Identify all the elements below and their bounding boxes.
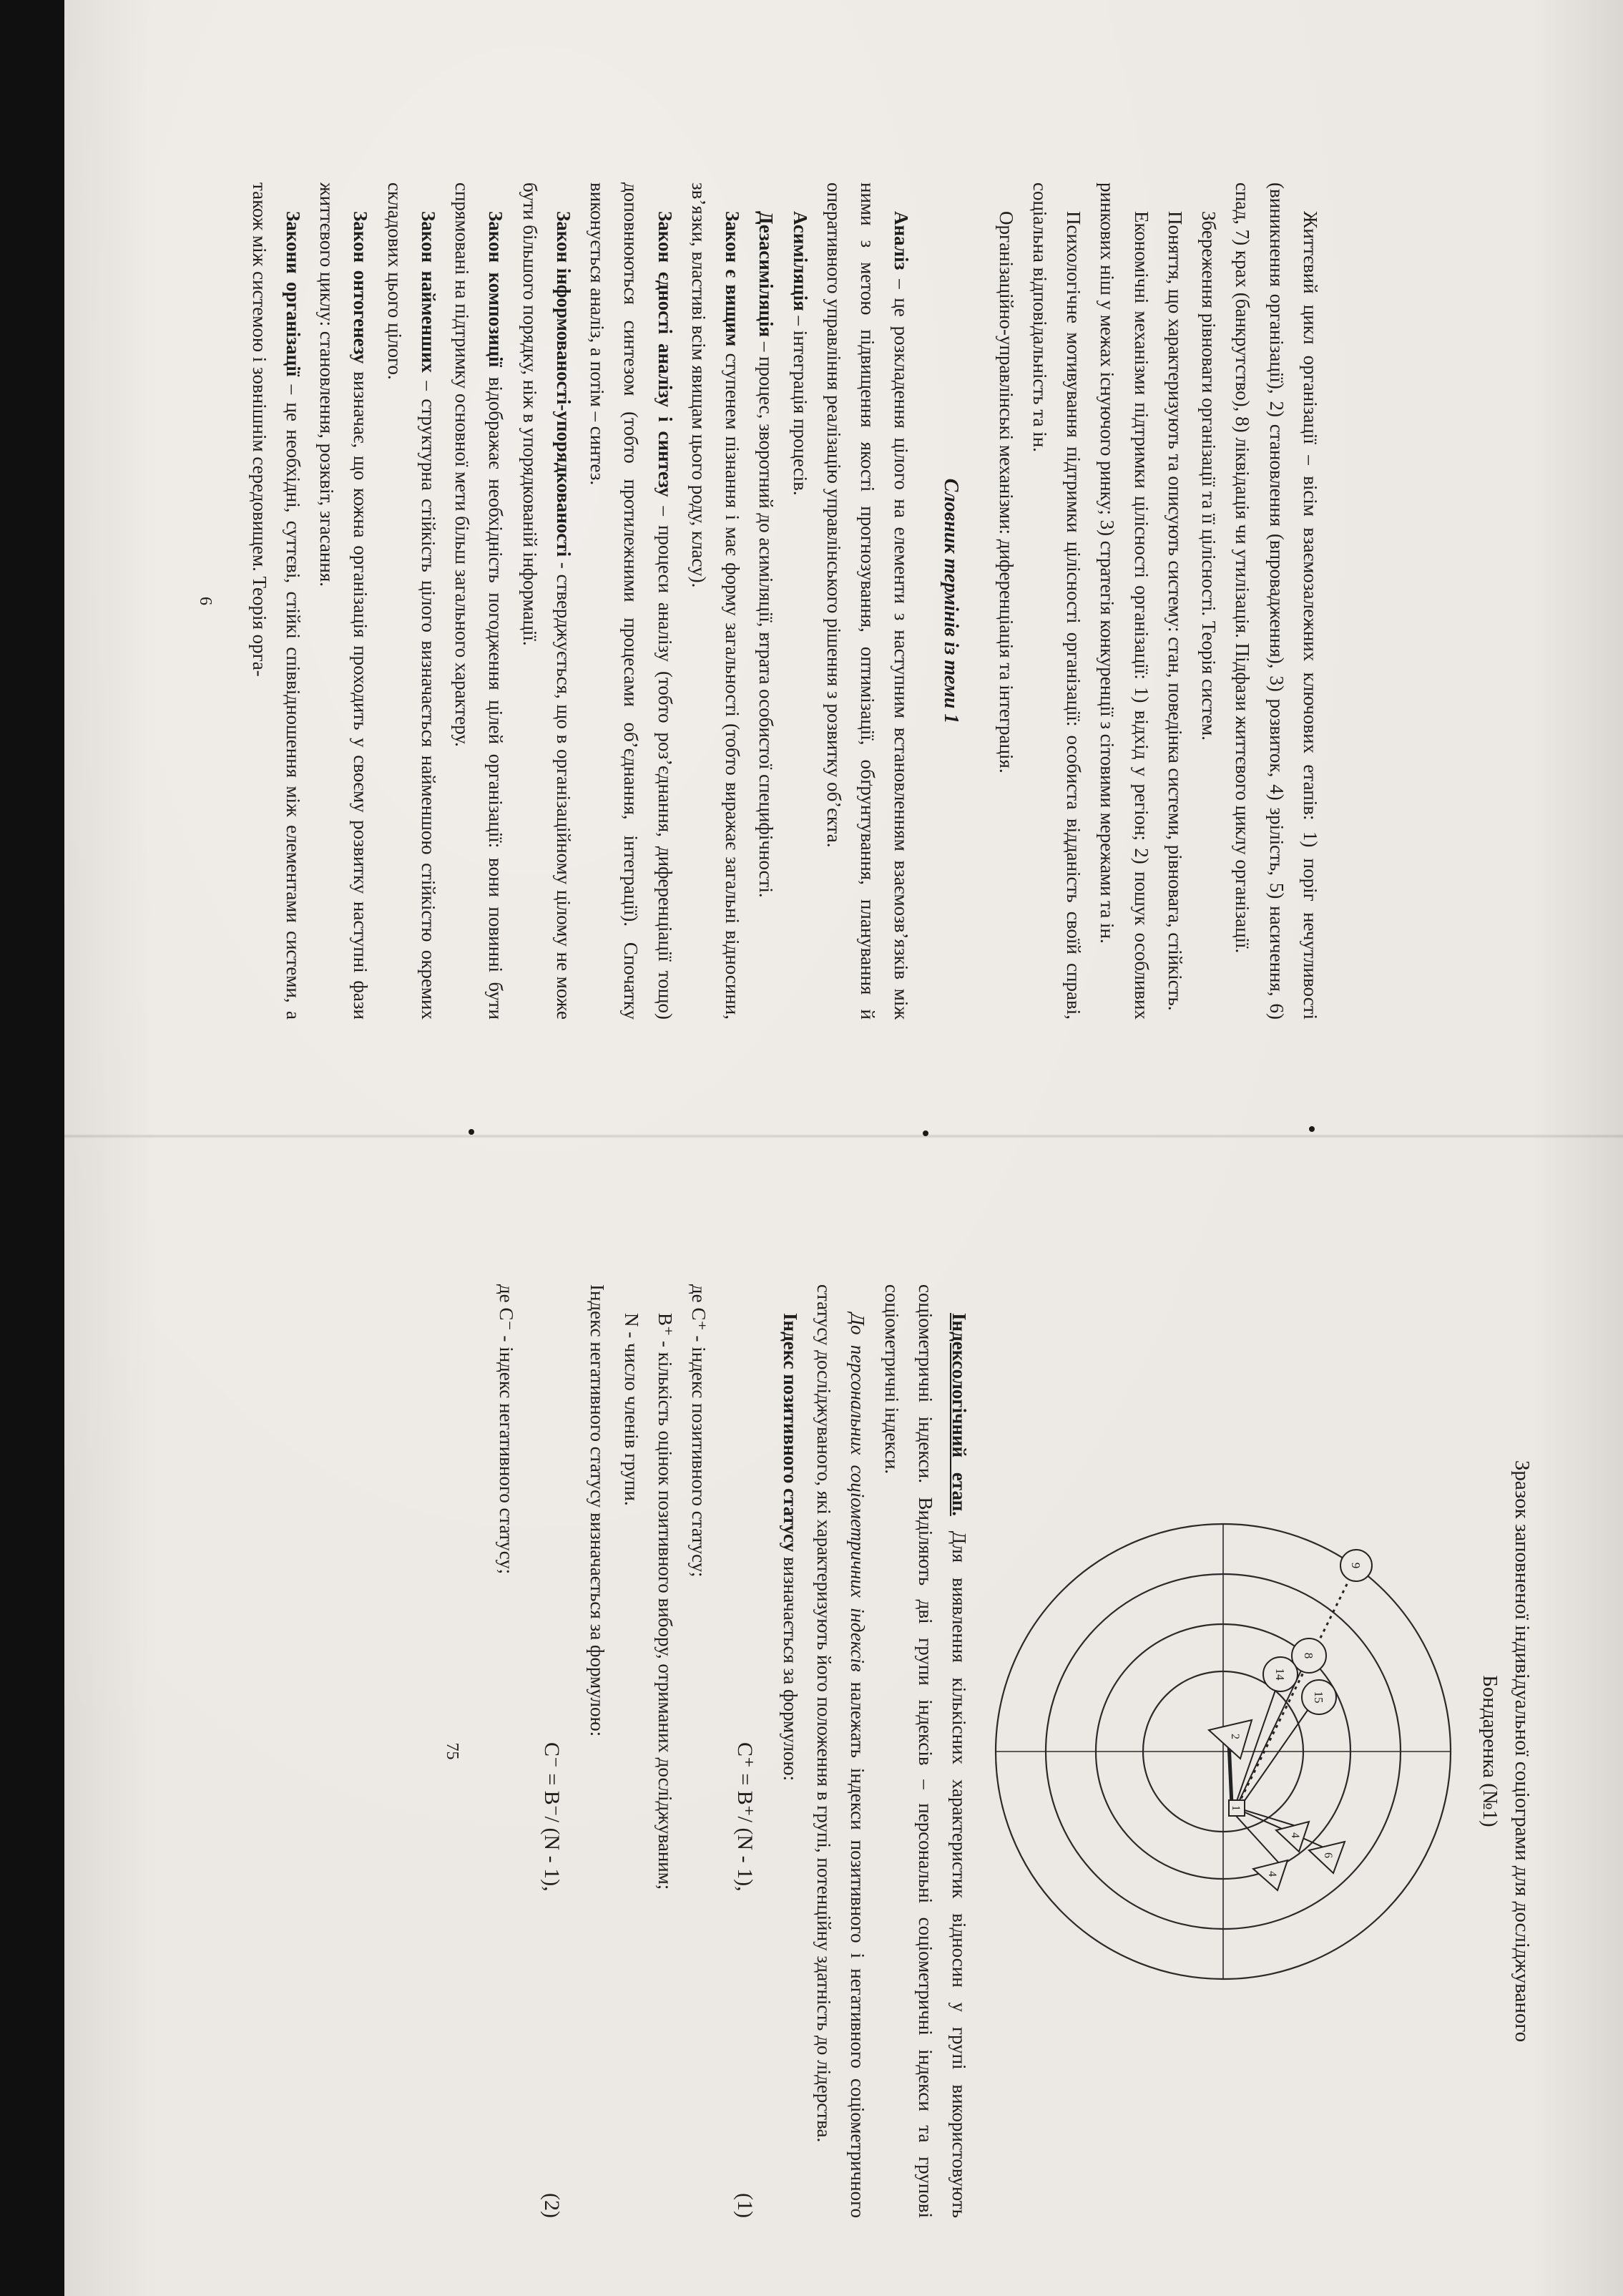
term: Закони організації [283,211,304,377]
binding-mark [923,1130,928,1136]
link-2-1 [1229,1743,1232,1804]
paragraph [682,182,750,1020]
paragraph-text: відображає необхідність погодження цілей організації: вони повинні бути спрямовані на підтримку основної мети більш загального характеру. [451,182,507,1020]
term: Закон композиції [485,211,507,368]
term: Закон онтогенезу [350,211,372,364]
formula-1-expression: C⁺ = B⁺/ (N - 1), [732,1742,757,1892]
binding-mark [1309,1126,1315,1132]
paragraph [513,182,581,1020]
definition-c-plus: де C⁺ - індекс позитивного статусу; [688,1284,710,1578]
paragraph [749,182,783,1020]
page-title [1474,1284,1538,2218]
sociogram-diagram [987,1515,1459,1988]
paragraph [445,182,513,1020]
negative-status-heading: Індекс негативного статусу визначається за формулою: [587,1284,609,1737]
formula-2-number: (2) [540,2193,564,2218]
definition-c-minus: де C⁻ - індекс негативного статусу; [495,1284,517,1575]
term: Аналіз [891,211,913,270]
term: Дезасиміляція [755,211,778,338]
paragraph [242,182,310,1020]
paragraph [1090,182,1158,1020]
paragraph [989,182,1023,1020]
term: Закон є вищим [722,211,744,347]
member-label: 2 [1229,1733,1242,1739]
paragraph [1158,182,1192,1020]
term: Закон єдності аналізу і синтезу [654,211,676,497]
paragraph-personal-indices [807,1284,875,2218]
paragraph-text: Поняття, що характеризують та описують систему: стан, поведінка системи, рівновага, стійкість. [1164,211,1186,1011]
term: Асиміляція [789,211,811,311]
title-line-1: Зразок заповненої індивідуальної соціограми для досліджуваного [1511,1460,1534,2043]
formula-1-number: (1) [732,2193,757,2218]
subject-label: 1 [1230,1804,1242,1811]
paragraph-text: ступенем пізнання і має форму загальності (тобто виражає загальні відносини, зв’язки, властиві всім явищам цього роду, класу). [688,182,744,1020]
formula-2 [533,1284,571,2218]
member-label: 4 [1289,1832,1302,1838]
paragraph-text: – структурна стійкість цілого визначається найменшою стійкістю окремих складових цього цілого. [383,182,439,1020]
paragraph-text: визначає, що кожна організація проходить у своєму розвитку наступні фази життєвого циклу: становлення, розквіт, згасання. [316,182,372,1020]
paragraph [1023,182,1091,1020]
index-stage-text: Для виявлення кількісних характеристик відносин у групі використовують соціометричні індекси. Виділяють дві групи індексів – персональні соціометричні індекси та групові соціометричні індекси. [881,1284,971,2218]
page-number: 6 [196,597,215,605]
intro-section [989,182,1328,1020]
page-75 [279,1284,1538,2218]
paragraph [310,182,378,1020]
paragraph [580,182,682,1020]
link-9-1 [1239,1571,1353,1803]
paragraph-text: Життєвий цикл організації – вісім взаємозалежних ключових етапів: 1) поріг нечутливості (виникнення організації), 2) становлення (впровадження), 3) розвиток, 4) зрілість, 5) насичення, 6) спад, 7) крах (банкрутство), 8) ліквідація чи утилізація. Підфази життєвого циклу організації. [1232,182,1321,1020]
positive-status-heading [773,1284,807,2218]
glossary-list [242,182,918,1020]
glossary-heading: Словник термінів із теми 1 [940,478,963,724]
paragraph [783,182,817,1020]
paragraph-text: Організаційно-управлінські механізми: диференціація та інтеграція. [995,211,1017,773]
paragraph-text: – процеси аналізу (тобто роз’єднання, диференціації тощо) доповнюються синтезом (тобто протилежними процесами об’єднання, інтеграції). Спочатку виконується аналіз, а потім – синтез. [587,182,676,1020]
definition-b-plus: B⁺ - кількість оцінок позитивного вибору, отриманих досліджуваним; [654,1313,676,1890]
formula-2-expression: C⁻ = B⁻/ (N - 1), [540,1742,564,1892]
paragraph-index-stage [874,1284,976,2218]
paragraph-text: – інтеграція процесів. [789,311,811,496]
positive-status-text: визначається за формулою: [779,1552,801,1782]
member-label: 15 [1312,1691,1326,1703]
page-6 [196,182,1327,1020]
paragraph [1192,182,1225,1020]
binding-mark [469,1129,474,1135]
paragraph [1225,182,1327,1020]
paragraph-text: Економічні механізми підтримки цілісності організації: 1) відхід у регіон; 2) пошук особливих ринкових ніш у межах існуючого ринку; 3) стратегія конкуренції з сітовими мережами та ін. [1097,182,1152,1020]
page-fold [64,1134,1623,1138]
paragraph-text: – це розкладення цілого на елементи з наступним встановленням взаємозв’язків між ними з метою підвищення якості прогнозування, оптимізації, обґрунтування, планування й оперативного управління реалізацію управлінського рішення з розвитку об’єкта. [823,182,913,1020]
personal-indices-lead: До персональних соціометричних індексів [847,1313,869,1672]
member-label: 8 [1302,1652,1316,1659]
paragraph [817,182,918,1020]
personal-indices-text: належать індекси позитивного і негативного соціометричного статусу досліджуваного, які характеризують його положення в групі, потенційну здатність до лідерства. [813,1284,869,2218]
paragraph-text: – це необхідні, суттєві, стійкі співвідношення між елементами системи, а також між системою і зовнішнім середовищем. Теорія орга- [248,182,304,1020]
paragraph-text: - стверджується, що в організаційному цілому не може бути більшого порядку, ніж в упорядкованій інформації. [519,182,574,1020]
member-label: 9 [1349,1562,1363,1568]
paragraph-text: Психологічне мотивування підтримки цілісності організації: особиста відданість своїй справі, соціальна відповідальність та ін. [1029,182,1085,1020]
definition-n: N - число членів групи. [620,1313,642,1506]
paragraph-text: – процес, зворотний до асиміляції, втрата особистої специфічності. [755,337,778,898]
member-label: 4 [1266,1870,1279,1877]
page-number: 75 [443,1742,462,1760]
member-label: 6 [1322,1852,1335,1858]
paragraph-text: Збереження рівноваги організації та її цілісності. Теорія систем. [1198,211,1220,741]
member-label: 14 [1273,1668,1288,1680]
positive-status-lead: Індекс позитивного статусу [779,1313,801,1553]
formula-1 [725,1284,763,2218]
title-line-2: Бондаренка (№1) [1479,1675,1502,1827]
index-stage-lead: Індексологічний етап. [948,1313,971,1516]
paragraph [378,182,446,1020]
term: Закон інформованості-упорядкованості [553,211,574,557]
term: Закон найменших [418,211,439,373]
